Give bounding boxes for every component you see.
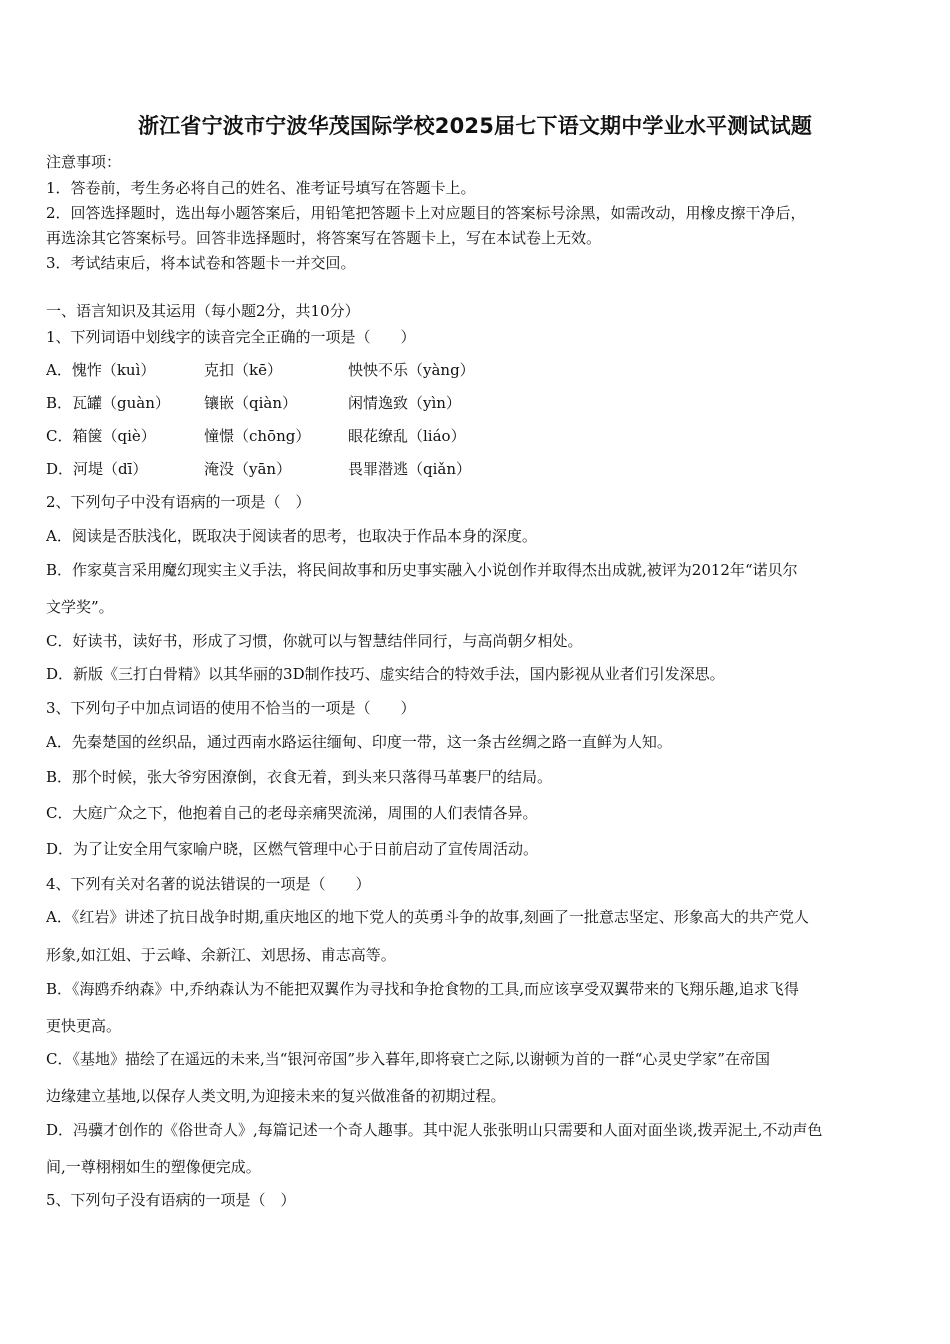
notice-item: 再选涂其它答案标号。回答非选择题时，将答案写在答题卡上，写在本试卷上无效。 (46, 229, 602, 247)
option-word: 眼花缭乱（liáo） (348, 427, 466, 445)
q1-option-a (46, 360, 908, 380)
q3-option-a: A．先秦楚国的丝织品，通过西南水路运往缅甸、印度一带，这一条古丝绸之路一直鲜为人知。 (46, 733, 672, 751)
question-stem: 3、下列句子中加点词语的使用不恰当的一项是（ ） (46, 699, 416, 717)
q1-option-d (46, 459, 908, 479)
option-word: 怏怏不乐（yàng） (348, 361, 475, 379)
question-stem: 2、下列句子中没有语病的一项是（ ） (46, 493, 311, 511)
q3-option-c: C．大庭广众之下，他抱着自己的老母亲痛哭流涕，周围的人们表情各异。 (46, 804, 538, 822)
option-word: D．河堤（dī） (46, 460, 148, 478)
q3-option-d: D．为了让安全用气家喻户晓，区燃气管理中心于日前启动了宣传周活动。 (46, 840, 539, 858)
q4-option-a: A．《红岩》讲述了抗日战争时期,重庆地区的地下党人的英勇斗争的故事,刻画了一批意志坚定、形象高大的共产党人 (46, 908, 809, 926)
q4-option-d-cont: 间,一尊栩栩如生的塑像便完成。 (46, 1158, 261, 1176)
notice-heading: 注意事项： (46, 153, 122, 171)
q2-option-d: D．新版《三打白骨精》以其华丽的3D制作技巧、虚实结合的特效手法，国内影视从业者们引发深思。 (46, 665, 725, 683)
notice-item: 2．回答选择题时，选出每小题答案后，用铅笔把答题卡上对应题目的答案标号涂黑，如需改动，用橡皮擦干净后， (46, 204, 806, 222)
q4-option-a-cont: 形象,如江姐、于云峰、余新江、刘思扬、甫志高等。 (46, 946, 396, 964)
q2-option-b-cont: 文学奖”。 (46, 598, 114, 616)
q4-option-c: C．《基地》描绘了在遥远的未来,当“银河帝国”步入暮年,即将衰亡之际,以谢顿为首的一群“心灵史学家”在帝国 (46, 1050, 770, 1068)
page-title: 浙江省宁波市宁波华茂国际学校2025届七下语文期中学业水平测试试题 (137, 114, 813, 138)
option-word: C．箱箧（qiè） (46, 427, 156, 445)
q1-option-c (46, 426, 908, 446)
q2-option-b: B．作家莫言采用魔幻现实主义手法，将民间故事和历史事实融入小说创作并取得杰出成就,被评为2012年“诺贝尔 (46, 561, 798, 579)
notice-item: 1．答卷前，考生务必将自己的姓名、准考证号填写在答题卡上。 (46, 179, 476, 197)
notice-item: 3．考试结束后，将本试卷和答题卡一并交回。 (46, 254, 356, 272)
q2-option-c: C．好读书，读好书，形成了习惯，你就可以与智慧结伴同行，与高尚朝夕相处。 (46, 632, 583, 650)
q2-option-a: A．阅读是否肤浅化，既取决于阅读者的思考，也取决于作品本身的深度。 (46, 527, 537, 545)
option-word: 镶嵌（qiàn） (204, 394, 298, 412)
option-word: 克扣（kē） (204, 361, 282, 379)
q1-option-b (46, 393, 908, 413)
option-word: A．愧怍（kuì） (46, 361, 156, 379)
question-stem: 1、下列词语中划线字的读音完全正确的一项是（ ） (46, 328, 416, 346)
option-word: 闲情逸致（yìn） (348, 394, 461, 412)
q4-option-b-cont: 更快更高。 (46, 1017, 122, 1035)
question-stem: 5、下列句子没有语病的一项是（ ） (46, 1191, 296, 1209)
q4-option-c-cont: 边缘建立基地,以保存人类文明,为迎接未来的复兴做准备的初期过程。 (46, 1087, 506, 1105)
option-word: 憧憬（chōng） (204, 427, 311, 445)
q4-option-b: B．《海鸥乔纳森》中,乔纳森认为不能把双翼作为寻找和争抢食物的工具,而应该享受双翼带来的飞翔乐趣,追求飞得 (46, 980, 799, 998)
option-word: 淹没（yān） (204, 460, 292, 478)
q4-option-d: D．冯骥才创作的《俗世奇人》,每篇记述一个奇人趣事。其中泥人张张明山只需要和人面对面坐谈,拨弄泥土,不动声色 (46, 1121, 823, 1139)
q3-option-b: B．那个时候，张大爷穷困潦倒，衣食无着，到头来只落得马革裹尸的结局。 (46, 768, 553, 786)
option-word: 畏罪潜逃（qiǎn） (348, 460, 472, 478)
section-heading: 一、语言知识及其运用（每小题2分，共10分） (46, 302, 360, 320)
question-stem: 4、下列有关对名著的说法错误的一项是（ ） (46, 875, 371, 893)
option-word: B．瓦罐（guàn） (46, 394, 170, 412)
